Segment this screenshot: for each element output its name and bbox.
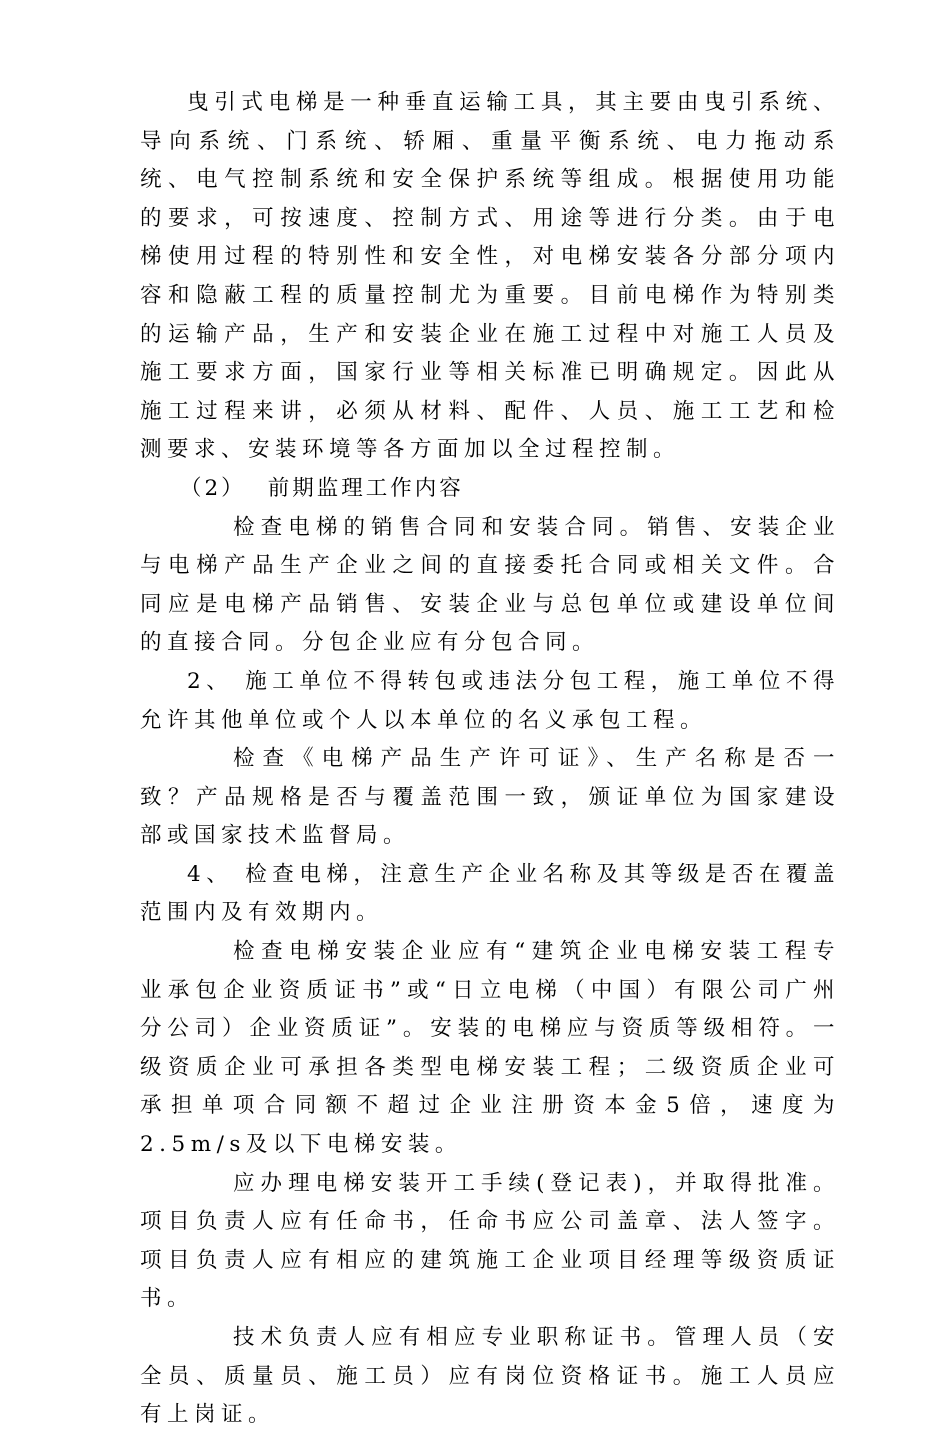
item-text: 施工单位不得转包或违法分包工程，施工单位不得允许其他单位或个人以本单位的名义承包工程。 xyxy=(140,668,840,733)
paragraph-elevator-check xyxy=(140,856,840,933)
intro-paragraph: 曳引式电梯是一种垂直运输工具，其主要由曳引系统、导向系统、门系统、轿厢、重量平衡系统、电力拖动系统、电气控制系统和安全保护系统等组成。根据使用功能的要求，可按速度、控制方式、用途等进行分类。由于电梯使用过程的特别性和安全性，对电梯安装各分部分项内容和隐蔽工程的质量控制尤为重要。目前电梯作为特别类的运输产品，生产和安装企业在施工过程中对施工人员及施工要求方面，国家行业等相关标准已明确规定。因此从施工过程来讲，必须从材料、配件、人员、施工工艺和检测要求、安装环境等各方面加以全过程控制。 xyxy=(140,90,840,463)
item-number: 2、 xyxy=(187,668,234,694)
paragraph-license-check: 检查《电梯产品生产许可证》、生产名称是否一致？产品规格是否与覆盖范围一致，颁证单位为国家建设部或国家技术监督局。 xyxy=(140,746,840,849)
paragraph-personnel-certificates: 技术负责人应有相应专业职称证书。管理人员（安全员、质量员、施工员）应有岗位资格证书。施工人员应有上岗证。 xyxy=(140,1325,840,1428)
document-body xyxy=(140,84,840,1435)
paragraph-contract-check: 检查电梯的销售合同和安装合同。销售、安装企业与电梯产品生产企业之间的直接委托合同或相关文件。合同应是电梯产品销售、安装企业与总包单位或建设单位间的直接合同。分包企业应有分包合同。 xyxy=(140,514,840,656)
item-text: 检查电梯，注意生产企业名称及其等级是否在覆盖范围内及有效期内。 xyxy=(140,861,840,926)
paragraph-no-subcontract xyxy=(140,663,840,740)
paragraph-qualification-check: 检查电梯安装企业应有“建筑企业电梯安装工程专业承包企业资质证书”或“日立电梯（中国）有限公司广州分公司）企业资质证”。安装的电梯应与资质等级相符。一级资质企业可承担各类型电梯安装工程；二级资质企业可承担单项合同额不超过企业注册资本金5倍，速度为2.5m/s及以下电梯安装。 xyxy=(140,939,840,1158)
item-number: 4、 xyxy=(187,861,234,887)
section-title: 前期监理工作内容 xyxy=(267,475,464,501)
section-heading xyxy=(140,470,840,509)
section-number: （2） xyxy=(180,475,246,501)
paragraph-start-procedure: 应办理电梯安装开工手续(登记表)，并取得批准。项目负责人应有任命书，任命书应公司盖章、法人签字。项目负责人应有相应的建筑施工企业项目经理等级资质证书。 xyxy=(140,1170,840,1312)
